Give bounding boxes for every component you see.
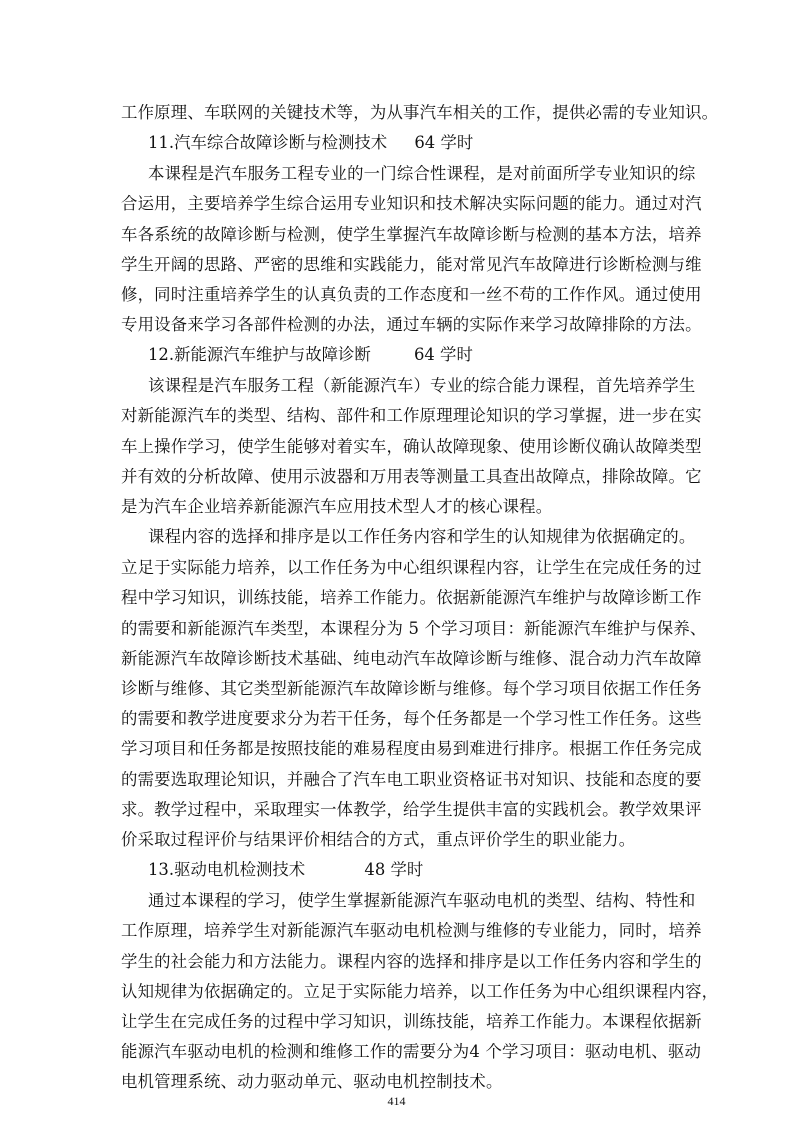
body-text-line: 学生开阔的思路、严密的思维和实践能力，能对常见汽车故障进行诊断检测与维 bbox=[121, 255, 702, 274]
body-text-line: 工作原理，培养学生对新能源汽车驱动电机检测与维修的专业能力，同时，培养 bbox=[121, 921, 702, 940]
body-text-line: 求。教学过程中，采取理实一体教学，给学生提供丰富的实践机会。教学效果评 bbox=[121, 800, 702, 819]
body-text-line: 修，同时注重培养学生的认真负责的工作态度和一丝不苟的工作作风。通过使用 bbox=[121, 285, 702, 304]
course-hours: 48 学时 bbox=[364, 860, 424, 879]
course-hours: 64 学时 bbox=[413, 345, 473, 364]
body-text-line: 通过本课程的学习，使学生掌握新能源汽车驱动电机的类型、结构、特性和 bbox=[148, 891, 696, 910]
body-text-line: 的需要选取理论知识，并融合了汽车电工职业资格证书对知识、技能和态度的要 bbox=[121, 770, 702, 789]
body-text-line: 电机管理系统、动力驱动单元、驱动电机控制技术。 bbox=[121, 1072, 503, 1091]
course-title: 12.新能源汽车维护与故障诊断 bbox=[148, 345, 371, 364]
body-text-line: 专用设备来学习各部件检测的办法，通过车辆的实际作来学习故障排除的方法。 bbox=[121, 315, 702, 334]
body-text-line: 价采取过程评价与结果评价相结合的方式，重点评价学生的职业能力。 bbox=[121, 830, 636, 849]
body-text-line: 新能源汽车故障诊断技术基础、纯电动汽车故障诊断与维修、混合动力汽车故障 bbox=[121, 649, 702, 668]
body-text-line: 立足于实际能力培养，以工作任务为中心组织课程内容，让学生在完成任务的过 bbox=[121, 558, 702, 577]
body-text-line: 是为汽车企业培养新能源汽车应用技术型人才的核心课程。 bbox=[121, 497, 553, 516]
body-text-line: 合运用，主要培养学生综合运用专业知识和技术解决实际问题的能力。通过对汽 bbox=[121, 194, 702, 213]
body-text-line: 让学生在完成任务的过程中学习知识，训练技能，培养工作能力。本课程依据新 bbox=[121, 1012, 702, 1031]
body-text-line: 课程内容的选择和排序是以工作任务内容和学生的认知规律为依据确定的。 bbox=[148, 527, 696, 546]
body-text-line: 车上操作学习，使学生能够对着实车，确认故障现象、使用诊断仪确认故障类型 bbox=[121, 437, 702, 456]
course-hours: 64 学时 bbox=[414, 133, 474, 152]
body-text-line: 并有效的分析故障、使用示波器和万用表等测量工具查出故障点，排除故障。它 bbox=[121, 467, 702, 486]
body-text-line: 学生的社会能力和方法能力。课程内容的选择和排序是以工作任务内容和学生的 bbox=[121, 952, 702, 971]
body-text-line: 工作原理、车联网的关键技术等，为从事汽车相关的工作，提供必需的专业知识。 bbox=[121, 103, 719, 122]
body-text-line: 学习项目和任务都是按照技能的难易程度由易到难进行排序。根据工作任务完成 bbox=[121, 739, 702, 758]
body-text-line: 车各系统的故障诊断与检测，使学生掌握汽车故障诊断与检测的基本方法，培养 bbox=[121, 225, 702, 244]
page-number: 414 bbox=[387, 1094, 406, 1108]
course-title: 13.驱动电机检测技术 bbox=[148, 860, 306, 879]
body-text-line: 的需要和教学进度要求分为若干任务，每个任务都是一个学习性工作任务。这些 bbox=[121, 709, 702, 728]
course-title: 11.汽车综合故障诊断与检测技术 bbox=[148, 133, 388, 152]
course-heading-13 bbox=[148, 855, 423, 885]
body-text-line: 该课程是汽车服务工程（新能源汽车）专业的综合能力课程，首先培养学生 bbox=[148, 376, 696, 395]
course-heading-12 bbox=[148, 340, 473, 370]
course-heading-11 bbox=[148, 128, 473, 158]
body-text-line: 的需要和新能源汽车类型，本课程分为 5 个学习项目：新能源汽车维护与保养、 bbox=[121, 619, 707, 638]
body-text-line: 对新能源汽车的类型、结构、部件和工作原理理论知识的学习掌握，进一步在实 bbox=[121, 406, 702, 425]
body-text-line: 程中学习知识，训练技能，培养工作能力。依据新能源汽车维护与故障诊断工作 bbox=[121, 588, 702, 607]
body-text-line: 诊断与维修、其它类型新能源汽车故障诊断与维修。每个学习项目依据工作任务 bbox=[121, 679, 702, 698]
body-text-line: 本课程是汽车服务工程专业的一门综合性课程，是对前面所学专业知识的综 bbox=[148, 164, 696, 183]
body-text-line: 能源汽车驱动电机的检测和维修工作的需要分为4 个学习项目：驱动电机、驱动 bbox=[121, 1042, 702, 1061]
body-text-line: 认知规律为依据确定的。立足于实际能力培养，以工作任务为中心组织课程内容， bbox=[121, 982, 719, 1001]
